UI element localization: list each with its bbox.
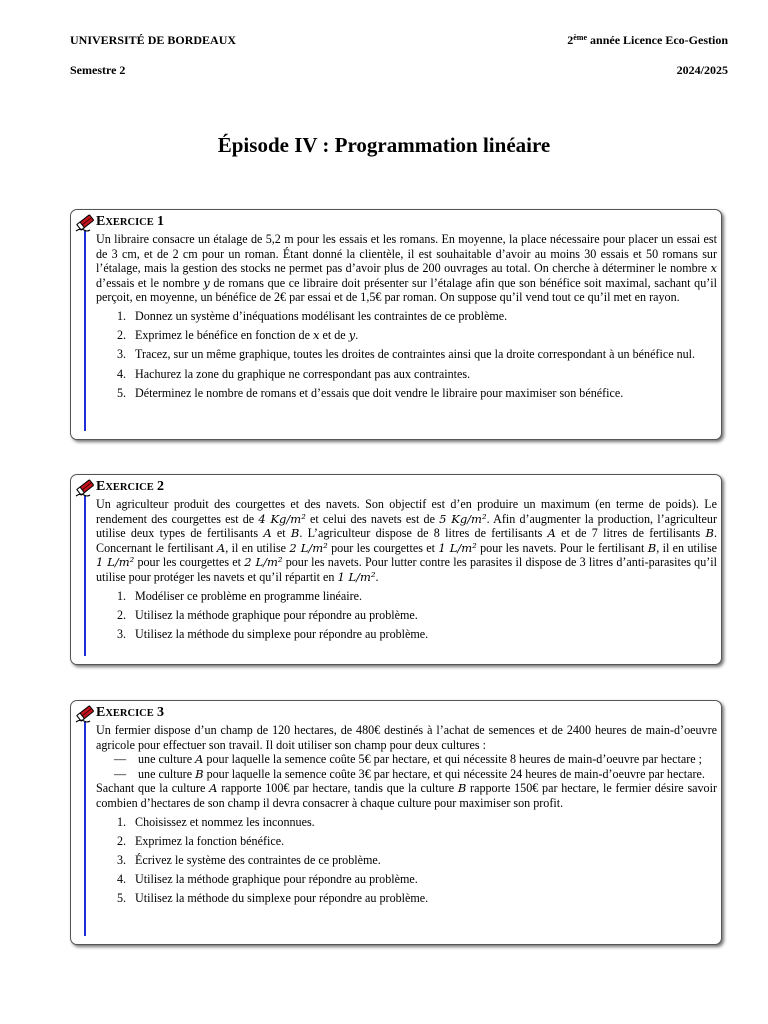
exercise-2-box [70,474,722,665]
bullet-item: — une culture B pour laquelle la semence coûte 3€ par hectare, et qui nécessite 24 heures de main-d’oeuvre par hectare. [114,766,705,781]
academic-year: 2024/2025 [676,63,728,77]
pencil-eraser-icon [74,211,96,233]
question-list [96,309,717,400]
exercise-1-box [70,209,722,440]
question-list [96,589,717,642]
question-item: 4. Hachurez la zone du graphique ne correspondant pas aux contraintes. [117,366,471,381]
exercise-3-box [70,700,722,945]
question-item: 1. Choisissez et nommez les inconnues. [117,814,315,829]
question-item: 5. Utilisez la méthode du simplexe pour répondre au problème. [117,891,429,906]
exercise-statement: Un fermier dispose d’un champ de 120 hectares, de 480€ destinés à l’achat de semences et de 2400 heures de main-d’oeuvre agricole pour effectuer son travail. Il doit utiliser son champ pour deux cultures : [96,723,717,752]
question-item: 3. Tracez, sur un même graphique, toutes les droites de contraintes ainsi que la droite correspondant à un bénéfice nul. [117,347,696,362]
page-title: Épisode IV : Programmation linéaire [217,133,551,157]
exercise-title: EXERCICE 1 [96,214,165,229]
exercise-statement-end: Sachant que la culture A rapporte 100€ par hectare, tandis que la culture B rapporte 150€ par hectare, le fermier désire savoir combien d’hectares de son champ il devra consacrer à chaque culture pour maximiser son profit. [96,781,717,810]
question-item: 5. Déterminez le nombre de romans et d’essais que doit vendre le libraire pour maximiser son bénéfice. [117,385,624,400]
exercise-accent-bar [84,496,86,656]
exercise-statement: Un libraire consacre un étalage de 5,2 m pour les essais et les romans. En moyenne, la place nécessaire pour placer un essai est de 3 cm, et de 2 cm pour un roman. Étant donné la clientèle, il est souhaitable d’avoir au moins 30 essais et 50 romans sur l’étalage, mais la gestion des stocks ne permet pas d’avoir plus de 200 ouvrages au total. On cherche à déterminer le nombre x d’essais et le nombre y de romans que ce libraire doit présenter sur l’étalage afin que son bénéfice soit maximal, sachant qu’il perçoit, en moyenne, un bénéfice de 2€ par essai et de 1,5€ par roman. On suppose qu’il vend tout ce qu’il met en rayon. [96,232,717,305]
exercise-body [96,723,717,911]
exercise-title: EXERCICE 2 [96,479,165,494]
question-item: 1. Modéliser ce problème en programme linéaire. [117,588,362,603]
bullet-item: — une culture A pour laquelle la semence coûte 5€ par hectare, et qui nécessite 8 heures de main-d’oeuvre par hectare ; [114,752,703,767]
question-list [96,815,717,906]
exercise-accent-bar [84,722,86,936]
question-item: 2. Exprimez la fonction bénéfice. [117,833,285,848]
question-item: 2. Utilisez la méthode graphique pour répondre au problème. [117,607,418,622]
exercise-body [96,232,717,405]
question-item: 1. Donnez un système d’inéquations modélisant les contraintes de ce problème. [117,308,508,323]
bullet-list [96,752,717,781]
exercise-statement: Un agriculteur produit des courgettes et des navets. Son objectif est d’en produire un maximum (en terme de poids). Le rendement des courgettes est de 4 Kg/m² et celui des navets est de 5 Kg/m². Afin d’augmenter la production, l’agriculteur utilise deux types de fertilisants A et B. L’agriculteur dispose de 8 litres de fertilisants A et de 7 litres de fertilisants B. Concernant le fertilisant A, il en utilise 2 L/m² pour les courgettes et 1 L/m² pour les navets. Pour le fertilisant B, il en utilise 1 L/m² pour les courgettes et 2 L/m² pour les navets. Pour lutter contre les parasites il dispose de 3 litres d’anti-parasites qu’il utilise pour protéger les navets et qu’il répartit en 1 L/m². [96,497,718,584]
program-name: 2ème année Licence Eco-Gestion [567,33,728,47]
exercise-title: EXERCICE 3 [96,705,165,720]
question-item: 4. Utilisez la méthode graphique pour répondre au problème. [117,872,418,887]
question-item: 3. Écrivez le système des contraintes de ce problème. [117,852,381,867]
pencil-eraser-icon [74,702,96,724]
university-name: UNIVERSITÉ DE BORDEAUX [70,33,237,47]
exercise-accent-bar [84,231,86,431]
semester-label: Semestre 2 [70,63,126,77]
question-item: 2. Exprimez le bénéfice en fonction de x et de y. [117,328,359,343]
exercise-body [96,497,717,646]
question-item: 3. Utilisez la méthode du simplexe pour répondre au problème. [117,626,429,641]
pencil-eraser-icon [74,476,96,498]
